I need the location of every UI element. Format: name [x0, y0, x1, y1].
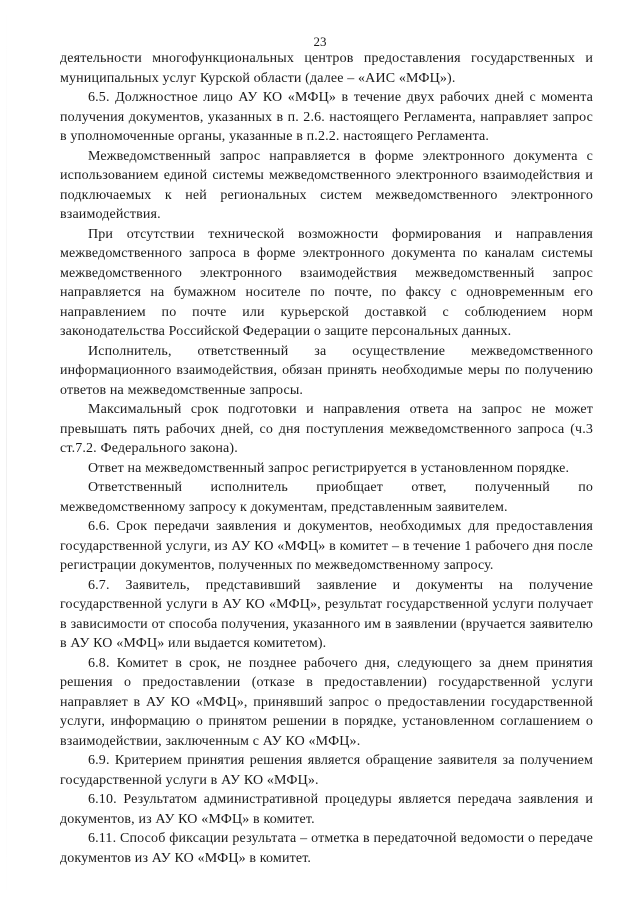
paragraph-6-7: 6.7. Заявитель, представивший заявление и документы на получение государственной услуги в АУ КО «МФЦ», результат государственной услуги получает в зависимости от способа получения, указанного им в заявлении (вручается заявителю в АУ КО «МФЦ» или выдается комитетом). [60, 577, 593, 651]
paragraph-6-5: 6.5. Должностное лицо АУ КО «МФЦ» в течение двух рабочих дней с момента получения документов, указанных в п. 2.6. настоящего Регламента, направляет запрос в уполномоченные органы, указанные в п.2.2. настоящего Регламента. [60, 90, 593, 144]
document-body [60, 49, 593, 868]
page-number: 23 [313, 34, 327, 49]
paragraph-6-10: 6.10. Результатом административной процедуры является передача заявления и документов, из АУ КО «МФЦ» в комитет. [60, 792, 593, 827]
paragraph-max-response-time: Максимальный срок подготовки и направления ответа на запрос не может превышать пять рабочих дней, со дня поступления межведомственного запроса (ч.3 ст.7.2. Федерального закона). [60, 402, 593, 456]
paragraph-executor-duties: Исполнитель, ответственный за осуществление межведомственного информационного взаимодействия, обязан принять необходимые меры по получению ответов на межведомственные запросы. [60, 343, 593, 398]
paragraph-response-registration: Ответ на межведомственный запрос регистрируется в установленном порядке. [88, 460, 570, 476]
scan-edge-shadow [6, 0, 7, 905]
paragraph-6-8: 6.8. Комитет в срок, не позднее рабочего дня, следующего за днем принятия решения о предоставлении (отказе в предоставлении) государственной услуги направляет в АУ КО «МФЦ», принявший запрос о предоставлении государственной услуги, информацию о принятом решении в порядке, установленном соглашением о взаимодействии, заключенным с АУ КО «МФЦ». [60, 655, 593, 749]
paragraph-paper-request: При отсутствии технической возможности формирования и направления межведомственного запроса в форме электронного документа по каналам системы межведомственного электронного взаимодействия межведомственный запрос направляется на бумажном носителе по почте, по факсу с одновременным его направлением по почте или курьерской доставкой с соблюдением норм законодательства Российской Федерации о защите персональных данных. [60, 226, 593, 339]
paragraph-6-6: 6.6. Срок передачи заявления и документов, необходимых для предоставления государственной услуги, из АУ КО «МФЦ» в комитет – в течение 1 рабочего дня после регистрации документов, полученных по межведомственному запросу. [60, 519, 593, 573]
paragraph-response-attachment: Ответственный исполнитель приобщает ответ, полученный по межведомственному запросу к документам, представленным заявителем. [60, 480, 593, 515]
paragraph-6-11: 6.11. Способ фиксации результата – отметка в передаточной ведомости о передаче документов из АУ КО «МФЦ» в комитет. [60, 831, 593, 866]
paragraph-continuation: деятельности многофункциональных центров предоставления государственных и муниципальных услуг Курской области (далее – «АИС «МФЦ»). [60, 51, 593, 86]
paragraph-6-9: 6.9. Критерием принятия решения является обращение заявителя за получением государственной услуги в АУ КО «МФЦ». [60, 753, 593, 788]
paragraph-interdepartmental-request-form: Межведомственный запрос направляется в форме электронного документа с использованием единой системы межведомственного электронного взаимодействия и подключаемых к ней региональных систем межведомственного электронного взаимодействия. [60, 148, 593, 222]
